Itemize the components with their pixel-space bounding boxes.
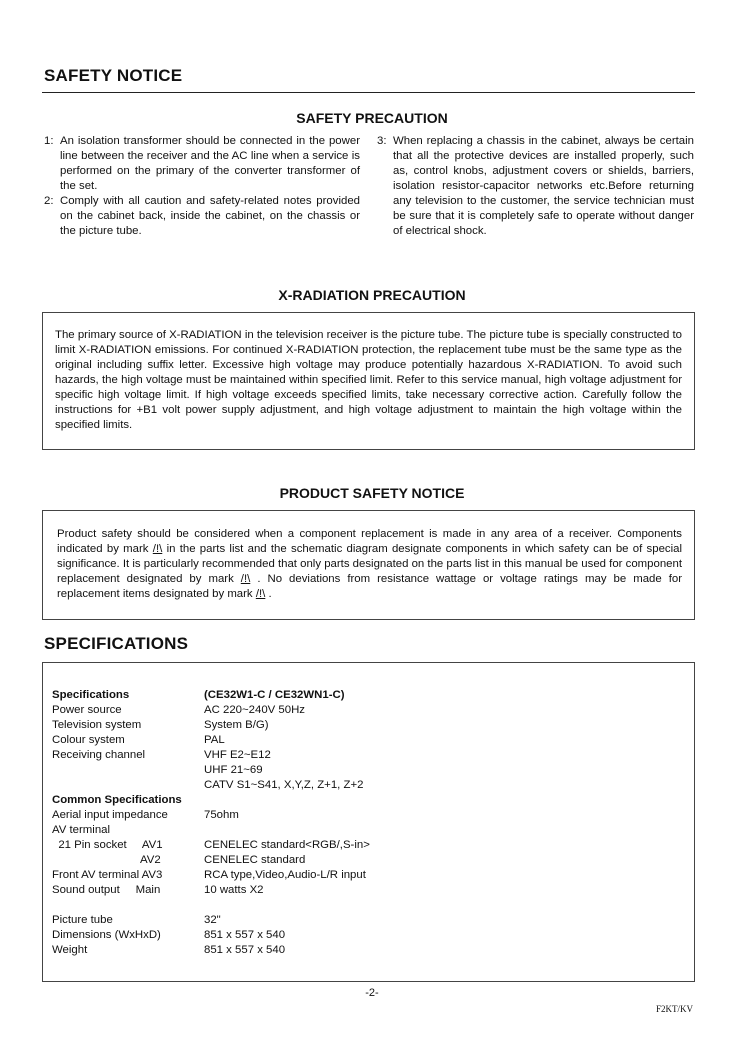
spec-label: Specifications <box>52 689 130 701</box>
spec-row <box>52 913 694 928</box>
spec-value: AC 220~240V 50Hz <box>204 704 306 716</box>
spec-label: Receiving channel <box>52 749 146 761</box>
document-code: F2KT/KV <box>655 1004 693 1014</box>
spec-row <box>52 793 694 808</box>
item-text: When replacing a chassis in the cabinet, always be certain that all the protective devices are installed properly, such as, control knobs, adjustment covers or shields, barriers, isolation resistor-capacitor networks etc.Before returning any television to the customer, the service technician must be sure that it is completely safe to operate without danger of electrical shock. <box>393 135 694 237</box>
product-safety-text-part: in the parts list and the schematic diagram designate components in which safety can be of special significance. It is particularly recommended that only parts designated on the parts list in this manual be used for component replacement designated by mark <box>57 543 682 585</box>
spec-value: CATV S1~S41, X,Y,Z, Z+1, Z+2 <box>204 779 364 791</box>
xradiation-text: The primary source of X-RADIATION in the television receiver is the picture tube. The picture tube is specially constructed to limit X-RADIATION emissions. For continued X-RADIATION protection, the replacement tube must be the same type as the original including suffix letter. Excessive high voltage may produce potentially hazardous X-RADIATION. To avoid such hazards, the high voltage must be maintained within specified limit. Refer to this service manual, high voltage adjustment for specific high voltage limit. If high voltage exceeds specified limits, take necessary corrective action. Carefully follow the instructions for +B1 volt power supply adjustment, and high voltage adjustment to maintain the high voltage within the specified limits. <box>55 329 682 431</box>
spec-label: Power source <box>52 704 122 716</box>
spec-row <box>52 763 694 778</box>
item-number: 3: <box>377 135 387 147</box>
spec-label: Aerial input impedance <box>52 809 168 821</box>
safety-precaution-title: SAFETY PRECAUTION <box>296 110 448 126</box>
spec-row <box>52 718 694 733</box>
item-text: An isolation transformer should be connected in the power line between the receiver and the AC line when a service is performed on the primary of the converter transformer of the set. <box>60 135 360 192</box>
spec-row <box>52 838 694 853</box>
spec-value: CENELEC standard <box>204 854 306 866</box>
spec-row <box>52 883 694 898</box>
spec-label <box>52 898 204 913</box>
spec-label: 21 Pin socket AV1 <box>52 839 163 851</box>
spec-value: RCA type,Video,Audio-L/R input <box>204 869 366 881</box>
spec-value: (CE32W1-C / CE32WN1-C) <box>204 689 345 701</box>
spec-value: 851 x 557 x 540 <box>204 944 286 956</box>
spec-value: 10 watts X2 <box>204 884 264 896</box>
title-rule <box>42 92 695 93</box>
spec-value: VHF E2~E12 <box>204 749 271 761</box>
spec-row <box>52 748 694 763</box>
item-number: 2: <box>44 195 54 207</box>
specifications-title: SPECIFICATIONS <box>44 634 189 653</box>
product-safety-text-part: . No deviations from resistance wattage or voltage ratings may be made for replacement items designated by mark <box>57 573 682 600</box>
list-item <box>44 134 360 194</box>
spec-row <box>52 808 694 823</box>
spec-value: 75ohm <box>204 809 239 821</box>
spec-value: PAL <box>204 734 225 746</box>
safety-notice-title: SAFETY NOTICE <box>44 66 183 85</box>
spec-label: Sound output Main <box>52 884 161 896</box>
spec-row <box>52 853 694 868</box>
product-safety-text-part: . <box>268 588 272 600</box>
spec-row <box>52 898 694 913</box>
list-item <box>44 194 360 239</box>
spec-row <box>52 778 694 793</box>
spec-value: System B/G) <box>204 719 269 731</box>
list-item <box>377 134 694 239</box>
spec-label <box>52 778 204 793</box>
warning-mark-icon: /!\ <box>152 543 163 555</box>
product-safety-text <box>43 511 694 602</box>
product-safety-text-part: Product safety should be considered when a component replacement is made in any area of a receiver. Components indicated by mark <box>57 528 682 555</box>
spec-label: Television system <box>52 719 142 731</box>
warning-mark-icon: /!\ <box>240 573 251 585</box>
spec-row <box>52 733 694 748</box>
spec-label <box>52 763 204 778</box>
spec-value: CENELEC standard<RGB/,S-in> <box>204 839 370 851</box>
spec-row <box>52 943 694 958</box>
spec-label: Weight <box>52 944 88 956</box>
spec-row <box>52 868 694 883</box>
spec-row <box>52 703 694 718</box>
page-number: -2- <box>365 987 379 999</box>
spec-row <box>52 688 694 703</box>
xradiation-box <box>42 312 695 450</box>
spec-label: AV2 <box>52 854 161 866</box>
warning-mark-icon: /!\ <box>255 588 266 600</box>
spec-label: Picture tube <box>52 914 113 926</box>
spec-value: UHF 21~69 <box>204 764 263 776</box>
xradiation-title: X-RADIATION PRECAUTION <box>278 287 466 303</box>
item-number: 1: <box>44 135 54 147</box>
product-safety-title: PRODUCT SAFETY NOTICE <box>279 485 465 501</box>
spec-value: 32" <box>204 914 221 926</box>
spec-label: Common Specifications <box>52 794 182 806</box>
spec-label: AV terminal <box>52 824 111 836</box>
spec-table <box>43 663 694 958</box>
item-text: Comply with all caution and safety-related notes provided on the cabinet back, inside the cabinet, on the chassis or the picture tube. <box>60 195 360 237</box>
spec-value: 851 x 557 x 540 <box>204 929 286 941</box>
specifications-box <box>42 662 695 982</box>
spec-label: Front AV terminal AV3 <box>52 869 163 881</box>
precaution-list-left <box>44 134 360 239</box>
spec-label: Dimensions (WxHxD) <box>52 929 161 941</box>
precaution-list-right <box>377 134 694 239</box>
spec-row <box>52 928 694 943</box>
product-safety-box <box>42 510 695 620</box>
spec-label: Colour system <box>52 734 125 746</box>
spec-row <box>52 823 694 838</box>
